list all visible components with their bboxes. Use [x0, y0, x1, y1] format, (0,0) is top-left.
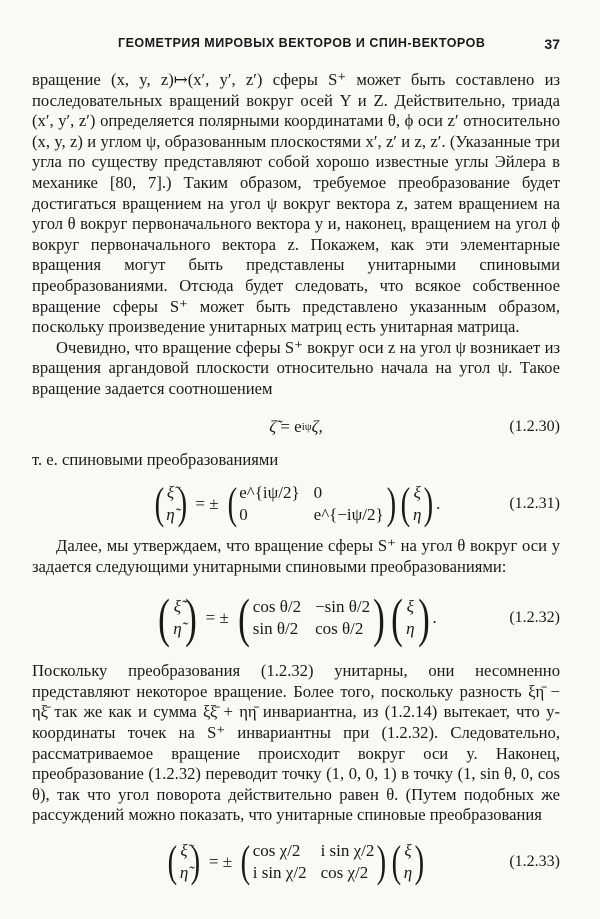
lhs-vector	[155, 588, 199, 649]
matrix-entry: cos θ/2	[252, 597, 302, 617]
paragraph-1: вращение (x, y, z)↦(x′, y′, z′) сферы S⁺ может быть составлено из последовательных вращений вокруг осей Y и Z. Действительно, триада (x′, y′, z′) определяется полярными координатами θ, ϕ оси z′ относительно (x, y, z) и углом ψ, образованным плоскостями x′, z′ и z, z′. (Указанные три угла по существу представляют собой хорошо известные углы Эйлера в механике [80, 7].) Таким образом, требуемое преобразование будет достигаться вращением на угол ψ вокруг вектора z, затем вращением на угол θ вокруг первоначального вектора y и, наконец, вращением на угол ϕ вокруг первоначального вектора z. Покажем, как эти элементарные вращения могут быть представлены унитарными спиновыми преобразованиями. Отсюда будет следовать, что всякое собственное вращение сферы S⁺ может быть представлено указанным образом, поскольку произведение унитарных матриц есть унитарная матрица.	[32, 70, 560, 337]
right-paren: )	[386, 479, 396, 529]
paragraph-2: Очевидно, что вращение сферы S⁺ вокруг оси z на угол ψ возникает из вращения аргандовой плоскости относительно начала на угол ψ. Такое вращение задается соотношением	[32, 337, 560, 398]
right-paren: )	[190, 837, 201, 887]
paragraph-5: Поскольку преобразования (1.2.32) унитарны, они несомненно представляют некоторое вращение. Более того, поскольку разность ξη̄ − ηξ̄ так же как и сумма ξξ̄ + ηη̄ инвариантна, из (1.2.14) вытекает, что y-координаты точек на S⁺ инвариантны при (1.2.32). Следовательно, рассматриваемое вращение происходит вокруг оси y. Наконец, преобразование (1.2.32) переводит точку (1, 0, 0, 1) в точку (1, sin θ, 0, cos θ), так что угол поворота действительно равен θ. (Путем подобных же рассуждений можно показать, что унитарные спиновые преобразования	[32, 661, 560, 825]
vector-entry: η	[406, 619, 415, 639]
vector-entry: η	[403, 863, 413, 883]
matrix-entries	[253, 840, 375, 884]
right-paren: )	[424, 479, 434, 529]
right-paren: )	[373, 588, 385, 649]
page-body	[32, 70, 560, 890]
vector-entries	[173, 596, 181, 640]
equals-plus-minus: = ±	[195, 494, 219, 514]
vector-entry: ξ̃	[173, 597, 182, 617]
equation-number: (1.2.32)	[509, 609, 560, 627]
vector-entry: ξ̃	[180, 841, 188, 861]
equation-period: .	[436, 494, 441, 514]
matrix-entries	[239, 482, 383, 526]
matrix-entry: e^{−iψ/2}	[313, 505, 384, 525]
left-paren: (	[237, 588, 250, 649]
eq-rhs-base: e	[294, 416, 302, 436]
vector-entry: ξ	[404, 841, 412, 861]
left-paren: (	[227, 479, 237, 529]
right-paren: )	[376, 837, 387, 887]
vector-entries	[406, 596, 414, 640]
right-paren: )	[417, 588, 430, 649]
equals-plus-minus: = ±	[205, 608, 229, 628]
vector-entries	[166, 482, 174, 526]
vector-entries	[413, 482, 421, 526]
left-paren: (	[240, 837, 251, 887]
matrix-entry: cos χ/2	[252, 841, 301, 861]
vector-entry: η̃	[166, 505, 175, 525]
equation-1-2-31	[32, 476, 560, 532]
matrix-entries	[253, 596, 370, 640]
matrix-entry: 0	[239, 505, 248, 525]
left-paren: (	[400, 479, 411, 529]
rhs-vector	[389, 837, 427, 887]
rotation-matrix	[235, 588, 388, 649]
equation-period: .	[432, 608, 437, 628]
equals-plus-minus: = ±	[208, 852, 233, 872]
eq-rhs-sup: iψ	[301, 420, 312, 433]
vector-entries	[404, 840, 412, 884]
transformation-matrix	[238, 837, 389, 887]
matrix-entry: 0	[313, 483, 323, 503]
left-paren: (	[391, 588, 403, 649]
right-paren: )	[414, 837, 425, 887]
matrix-entry: sin θ/2	[252, 619, 299, 639]
matrix-entry: −sin θ/2	[315, 597, 371, 617]
equation-number: (1.2.33)	[509, 853, 560, 871]
lhs-vector	[152, 479, 190, 529]
paragraph-4: Далее, мы утверждаем, что вращение сферы S⁺ на угол θ вокруг оси y задается следующими унитарными спиновыми преобразованиями:	[32, 536, 560, 576]
vector-entry: η̃	[179, 863, 189, 883]
matrix-entry: i sin χ/2	[320, 841, 375, 861]
left-paren: (	[154, 479, 164, 529]
equation-1-2-32	[32, 585, 560, 651]
rhs-vector	[388, 588, 432, 649]
right-paren: )	[184, 588, 197, 649]
vector-entry: η̃	[173, 619, 182, 639]
vector-entry: ξ̃	[166, 483, 175, 503]
equation-number: (1.2.30)	[509, 417, 560, 435]
left-paren: (	[167, 837, 178, 887]
eq-lhs: ζ̃	[269, 416, 277, 436]
vector-entries	[180, 840, 188, 884]
matrix-entry: e^{iψ/2}	[239, 483, 300, 503]
vector-entry: ξ	[413, 483, 421, 503]
left-paren: (	[391, 837, 402, 887]
page-header	[32, 36, 560, 56]
equation-1-2-33	[32, 834, 560, 890]
running-title: ГЕОМЕТРИЯ МИРОВЫХ ВЕКТОРОВ И СПИН-ВЕКТОРОВ	[118, 36, 486, 50]
lhs-vector	[165, 837, 203, 887]
matrix-entry: i sin χ/2	[252, 863, 307, 883]
vector-entry: η	[413, 505, 422, 525]
vector-entry: ξ	[406, 597, 414, 617]
equation-1-2-30	[32, 408, 560, 446]
right-paren: )	[177, 479, 187, 529]
page-number: 37	[544, 36, 560, 52]
rhs-vector	[398, 479, 436, 529]
paragraph-3: т. е. спиновыми преобразованиями	[32, 449, 279, 469]
eq-rhs-tail: ζ,	[311, 416, 323, 436]
matrix-entry: cos θ/2	[315, 619, 364, 639]
left-paren: (	[158, 588, 171, 649]
eq-equals: =	[276, 416, 295, 436]
equation-number: (1.2.31)	[509, 495, 560, 513]
transformation-matrix	[225, 479, 399, 529]
matrix-entry: cos χ/2	[320, 863, 369, 883]
